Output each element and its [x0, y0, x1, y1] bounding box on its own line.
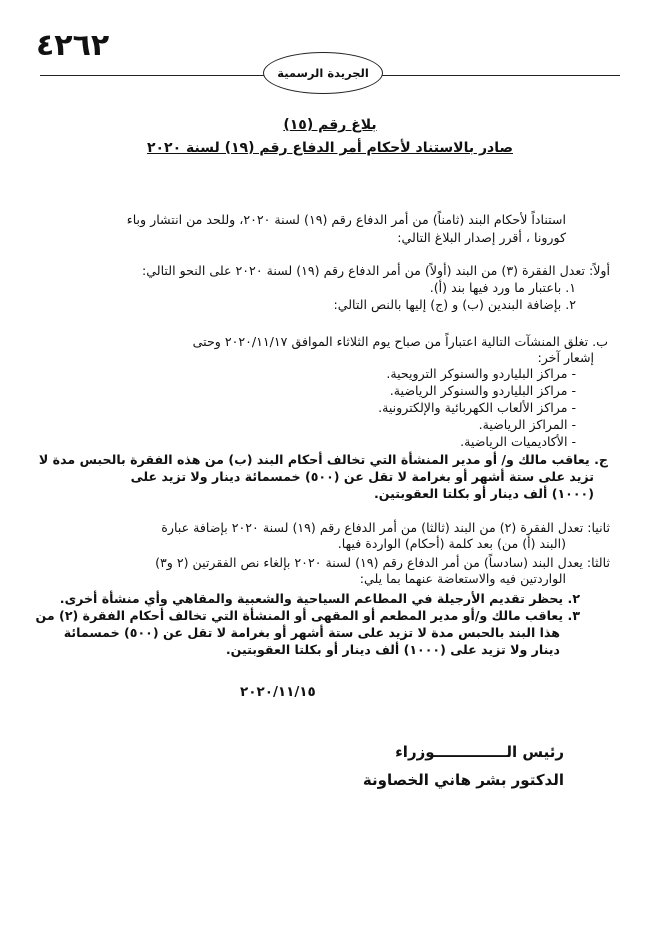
second-amendment-line: (البند (أ) من) بعد كلمة (أحكام) الواردة فيها. — [337, 536, 566, 551]
clause-c-line: (١٠٠٠) ألف دينار أو بكلتا العقوبتين. — [374, 486, 594, 501]
third-amendment-item: هذا البند بالحبس مدة لا تزيد على ستة أشهر أو بغرامة لا تقل عن (٥٠٠) خمسمائة — [63, 625, 560, 640]
first-amendment-item: ١. باعتبار ما ورد فيها بند (أ). — [429, 280, 576, 295]
clause-b-line: ب. تغلق المنشآت التالية اعتباراً من صباح يوم الثلاثاء الموافق ٢٠٢٠/١١/١٧ وحتى — [192, 334, 608, 349]
gazette-name: الجريدة الرسمية — [277, 66, 369, 80]
issue-date: ٢٠٢٠/١١/١٥ — [240, 684, 316, 700]
closed-facility-item: - مراكز الألعاب الكهربائية والإلكترونية. — [378, 400, 576, 415]
signatory-name: الدكتور بشر هاني الخصاونة — [362, 771, 564, 789]
closed-facility-item: - مراكز البلياردو والسنوكر الترويحية. — [386, 366, 576, 381]
page-number: ٤٢٦٢ — [36, 28, 110, 63]
clause-c-line: ج. يعاقب مالك و/ أو مدير المنشأة التي تخالف أحكام البند (ب) من هذه الفقرة بالحبس مدة لا — [38, 452, 608, 467]
third-amendment-item: دينار ولا تزيد على (١٠٠٠) ألف دينار أو بكلتا العقوبتين. — [225, 642, 560, 657]
third-amendment-line: الواردتين فيه والاستعاضة عنهما بما يلي: — [359, 571, 566, 586]
intro-line: كورونا ، أقرر إصدار البلاغ التالي: — [397, 230, 566, 245]
third-amendment-item: ٢. يحظر تقديم الأرجيلة في المطاعم السياحية والشعبية والمقاهي وأي منشأة أخرى. — [59, 591, 580, 606]
intro-line: استناداً لأحكام البند (ثامناً) من أمر الدفاع رقم (١٩) لسنة ٢٠٢٠، وللحد من انتشار وباء — [126, 212, 566, 227]
third-amendment-line: ثالثا: يعدل البند (سادساً) من أمر الدفاع رقم (١٩) لسنة ٢٠٢٠ بإلغاء نص الفقرتين (٢ و٣) — [155, 555, 610, 570]
gazette-name-badge — [263, 52, 383, 94]
first-amendment-line: أولاً: تعدل الفقرة (٣) من البند (أولاً) من أمر الدفاع رقم (١٩) لسنة ٢٠٢٠ على النحو التالي: — [142, 263, 610, 278]
clause-c-line: تزيد على ستة أشهر أو بغرامة لا تقل عن (٥٠٠) خمسمائة دينار ولا تزيد على — [130, 469, 594, 484]
third-amendment-item: ٣. يعاقب مالك و/أو مدير المطعم أو المقهى أو المنشأة التي تخالف أحكام الفقرة (٢) من — [35, 608, 580, 623]
announcement-subtitle: صادر بالاستناد لأحكام أمر الدفاع رقم (١٩) لسنة ٢٠٢٠ — [146, 140, 514, 156]
closed-facility-item: - الأكاديميات الرياضية. — [460, 434, 576, 449]
signatory-title: رئيس الــــــــــــــوزراء — [395, 743, 564, 761]
clause-b-line: إشعار آخر: — [537, 350, 594, 365]
closed-facility-item: - المراكز الرياضية. — [478, 417, 576, 432]
first-amendment-item: ٢. بإضافة البندين (ب) و (ج) إليها بالنص التالي: — [333, 297, 576, 312]
second-amendment-line: ثانيا: تعدل الفقرة (٢) من البند (ثالثا) من أمر الدفاع رقم (١٩) لسنة ٢٠٢٠ بإضافة عبارة — [161, 520, 610, 535]
announcement-number: بلاغ رقم (١٥) — [283, 117, 377, 133]
closed-facility-item: - مراكز البلياردو والسنوكر الرياضية. — [389, 383, 576, 398]
